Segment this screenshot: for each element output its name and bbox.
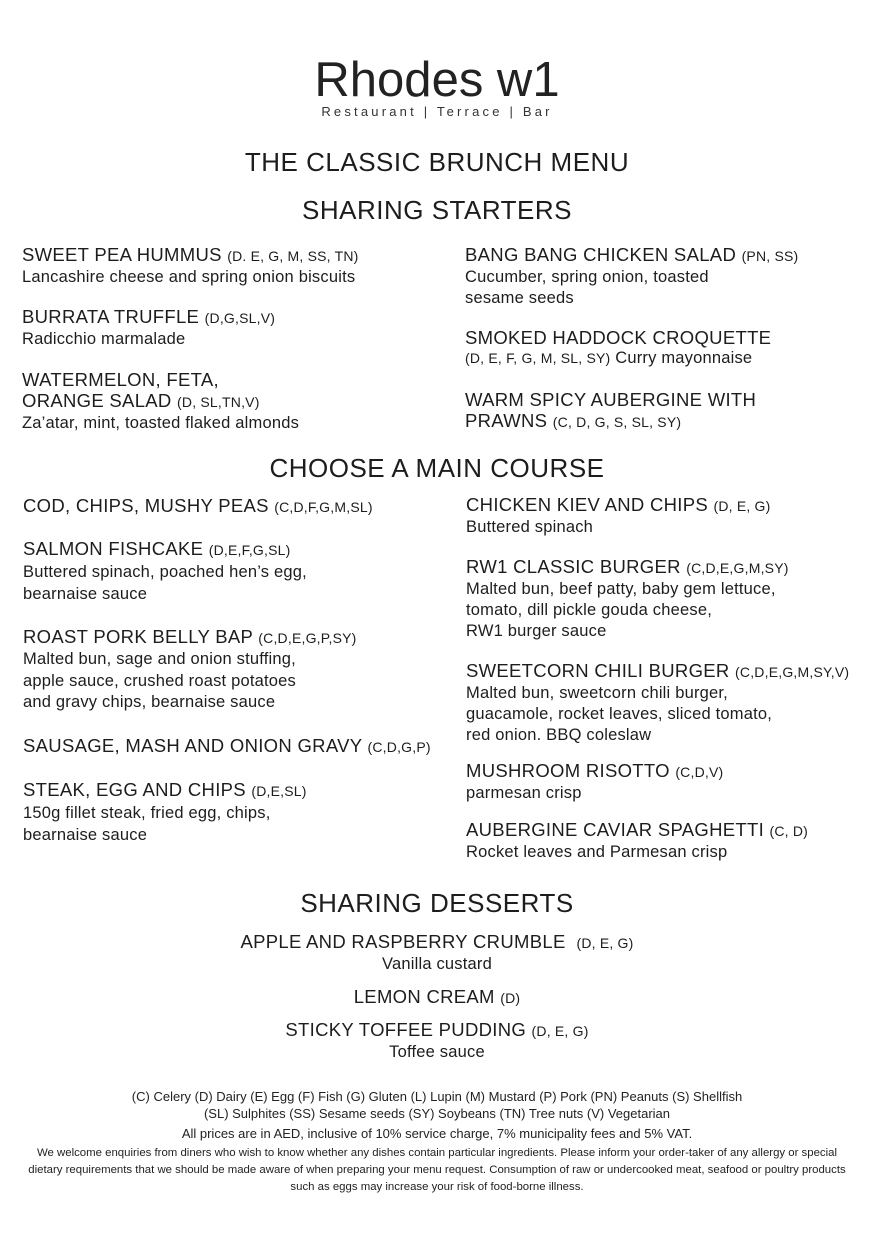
item-name: SWEETCORN CHILI BURGER [466, 660, 730, 681]
item-description: Za’atar, mint, toasted flaked almonds [22, 414, 300, 432]
item-name: LEMON CREAM [353, 986, 495, 1007]
menu-item [22, 306, 442, 350]
menu-item [466, 819, 866, 863]
menu-item [466, 494, 866, 538]
item-name: APPLE AND RASPBERRY CRUMBLE [240, 931, 566, 952]
price-note: All prices are in AED, inclusive of 10% service charge, 7% municipality fees and 5% VAT. [181, 1126, 693, 1141]
item-allergens: (D, SL,TN,V) [177, 394, 260, 410]
item-description: Vanilla custard [381, 955, 492, 973]
menu-item [23, 779, 453, 846]
allergen-legend-line-1: (C) Celery (D) Dairy (E) Egg (F) Fish (G) Gluten (L) Lupin (M) Mustard (P) Pork (PN) Peanuts (S) Shellfish [131, 1089, 743, 1104]
item-allergens: (D, E, G) [531, 1023, 589, 1039]
item-description: Radicchio marmalade [22, 330, 186, 348]
item-allergens: (C,D,E,G,P,SY) [258, 630, 357, 646]
item-allergens: (D. E, G, M, SS, TN) [227, 248, 359, 264]
item-allergens: (D, E, F, G, M, SL, SY) [465, 350, 611, 366]
item-allergens: (C,D,F,G,M,SL) [274, 499, 373, 515]
menu-item [23, 735, 463, 758]
item-name: STICKY TOFFEE PUDDING [285, 1019, 527, 1040]
item-allergens: (C,D,E,G,M,SY,V) [735, 664, 850, 680]
logo-tagline: Restaurant | Terrace | Bar [321, 104, 553, 119]
dessert-item [0, 931, 874, 975]
item-name: WARM SPICY AUBERGINE WITH PRAWNS [465, 389, 757, 431]
item-name: AUBERGINE CAVIAR SPAGHETTI [466, 819, 765, 840]
item-name: BURRATA TRUFFLE [22, 306, 200, 327]
item-name: SWEET PEA HUMMUS [22, 244, 222, 265]
item-description: Malted bun, sage and onion stuffing, apple sauce, crushed roast potatoes and gravy chips, bearnaise sauce [23, 650, 297, 711]
item-description: Curry mayonnaise [615, 349, 753, 367]
menu-item [23, 626, 453, 714]
item-allergens: (D, E, G) [713, 498, 771, 514]
dessert-item [0, 1019, 874, 1063]
menu-item [22, 369, 442, 434]
restaurant-logo [0, 54, 874, 119]
item-name: ROAST PORK BELLY BAP [23, 626, 253, 647]
item-name: CHICKEN KIEV AND CHIPS [466, 494, 709, 515]
item-allergens: (C,D,V) [675, 764, 724, 780]
item-name: WATERMELON, FETA, ORANGE SALAD [22, 369, 219, 411]
item-description: Malted bun, sweetcorn chili burger, guacamole, rocket leaves, sliced tomato, red onion. BBQ coleslaw [466, 684, 773, 744]
logo-name: Rhodes w1 [314, 53, 560, 107]
item-name: RW1 CLASSIC BURGER [466, 556, 681, 577]
item-allergens: (C, D) [769, 823, 809, 839]
item-allergens: (D,E,SL) [251, 783, 307, 799]
item-name: STEAK, EGG AND CHIPS [23, 779, 246, 800]
item-description: Cucumber, spring onion, toasted sesame seeds [465, 268, 709, 307]
item-name: MUSHROOM RISOTTO [466, 760, 670, 781]
item-name: COD, CHIPS, MUSHY PEAS [23, 495, 269, 516]
menu-item [465, 327, 865, 369]
dietary-notice: We welcome enquiries from diners who wish to know whether any dishes contain particular ingredients. Please inform your order-taker of any allergy or special dietary requirements that we should be made aware of when preparing your menu request. Consumption of raw or undercooked meat, seafood or poultry products such as eggs may increase your risk of food-borne illness. [28, 1147, 846, 1193]
item-allergens: (PN, SS) [741, 248, 799, 264]
item-name: SMOKED HADDOCK CROQUETTE [465, 327, 772, 348]
item-description: Rocket leaves and Parmesan crisp [466, 843, 728, 861]
item-name: SAUSAGE, MASH AND ONION GRAVY [23, 735, 363, 756]
item-allergens: (C,D,E,G,M,SY) [686, 560, 789, 576]
item-description: parmesan crisp [466, 784, 582, 802]
dessert-item [0, 986, 874, 1009]
item-allergens: (D, E, G) [576, 935, 634, 951]
item-name: BANG BANG CHICKEN SALAD [465, 244, 737, 265]
menu-item [466, 556, 866, 642]
item-name: SALMON FISHCAKE [23, 538, 204, 559]
item-description: Buttered spinach [466, 518, 594, 536]
menu-item [23, 495, 453, 518]
menu-item [466, 760, 866, 804]
item-description: Buttered spinach, poached hen’s egg, bearnaise sauce [23, 563, 307, 603]
item-description: 150g fillet steak, fried egg, chips, bearnaise sauce [23, 804, 271, 844]
item-allergens: (C,D,G,P) [367, 739, 431, 755]
menu-item [466, 660, 866, 746]
menu-item [465, 244, 865, 309]
item-allergens: (D,G,SL,V) [204, 310, 276, 326]
mains-heading: CHOOSE A MAIN COURSE [269, 453, 605, 483]
item-allergens: (C, D, G, S, SL, SY) [552, 414, 682, 430]
menu-item [23, 538, 453, 605]
menu-title: THE CLASSIC BRUNCH MENU [244, 147, 630, 177]
item-allergens: (D) [500, 990, 521, 1006]
desserts-heading: SHARING DESSERTS [300, 888, 574, 918]
menu-item [22, 244, 442, 288]
starters-heading: SHARING STARTERS [302, 195, 572, 225]
item-description: Lancashire cheese and spring onion biscuits [22, 268, 356, 286]
item-description: Malted bun, beef patty, baby gem lettuce, tomato, dill pickle gouda cheese, RW1 burger sauce [466, 580, 776, 640]
item-allergens: (D,E,F,G,SL) [208, 542, 291, 558]
item-description: Toffee sauce [389, 1043, 485, 1061]
menu-item [465, 389, 865, 433]
allergen-legend-line-2: (SL) Sulphites (SS) Sesame seeds (SY) Soybeans (TN) Tree nuts (V) Vegetarian [203, 1106, 671, 1121]
